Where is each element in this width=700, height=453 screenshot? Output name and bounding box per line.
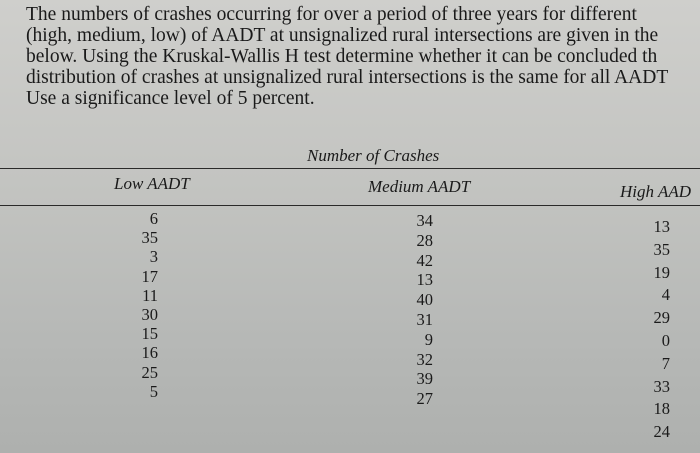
medium-value: 9 <box>424 329 433 349</box>
low-value: 11 <box>142 285 158 305</box>
high-value: 29 <box>653 308 670 328</box>
problem-line: The numbers of crashes occurring for over a period of three years for different <box>26 4 637 25</box>
column-header-high: High AAD <box>620 182 691 201</box>
high-value: 19 <box>653 262 670 282</box>
high-value: 33 <box>653 376 670 396</box>
high-value: 7 <box>661 353 670 373</box>
problem-line: Use a significance level of 5 percent. <box>26 88 315 109</box>
high-value: 35 <box>653 239 670 259</box>
medium-value: 28 <box>416 230 433 250</box>
low-value: 35 <box>141 228 158 248</box>
table-top-rule <box>0 168 700 169</box>
high-value: 0 <box>661 331 670 350</box>
medium-value: 27 <box>416 389 433 409</box>
table-header-rule <box>0 205 700 206</box>
medium-value: 32 <box>416 349 433 369</box>
low-value: 6 <box>149 209 158 228</box>
low-value: 5 <box>149 381 158 401</box>
high-value: 13 <box>653 217 670 236</box>
high-value: 18 <box>653 399 670 419</box>
medium-value: 31 <box>416 310 433 329</box>
medium-value: 40 <box>416 290 433 310</box>
problem-line: distribution of crashes at unsignalized rural intersections is the same for all AADT <box>26 67 669 88</box>
high-value: 24 <box>653 422 670 442</box>
low-value: 16 <box>141 343 158 363</box>
medium-value: 42 <box>416 250 433 270</box>
problem-statement <box>26 4 700 109</box>
medium-value: 13 <box>416 270 433 290</box>
low-value: 30 <box>141 305 158 324</box>
low-value: 3 <box>149 247 158 267</box>
medium-value: 39 <box>416 369 433 389</box>
problem-line: below. Using the Kruskal-Wallis H test determine whether it can be concluded th <box>26 46 658 67</box>
medium-value: 34 <box>416 211 433 230</box>
low-value: 15 <box>141 324 158 344</box>
low-value: 17 <box>141 266 158 286</box>
problem-line: (high, medium, low) of AADT at unsignalized rural intersections are given in the <box>26 25 659 46</box>
column-header-medium: Medium AADT <box>368 177 471 196</box>
low-value: 25 <box>141 362 158 382</box>
high-value: 4 <box>661 285 670 305</box>
table-caption: Number of Crashes <box>307 146 440 165</box>
column-header-low: Low AADT <box>114 174 190 193</box>
